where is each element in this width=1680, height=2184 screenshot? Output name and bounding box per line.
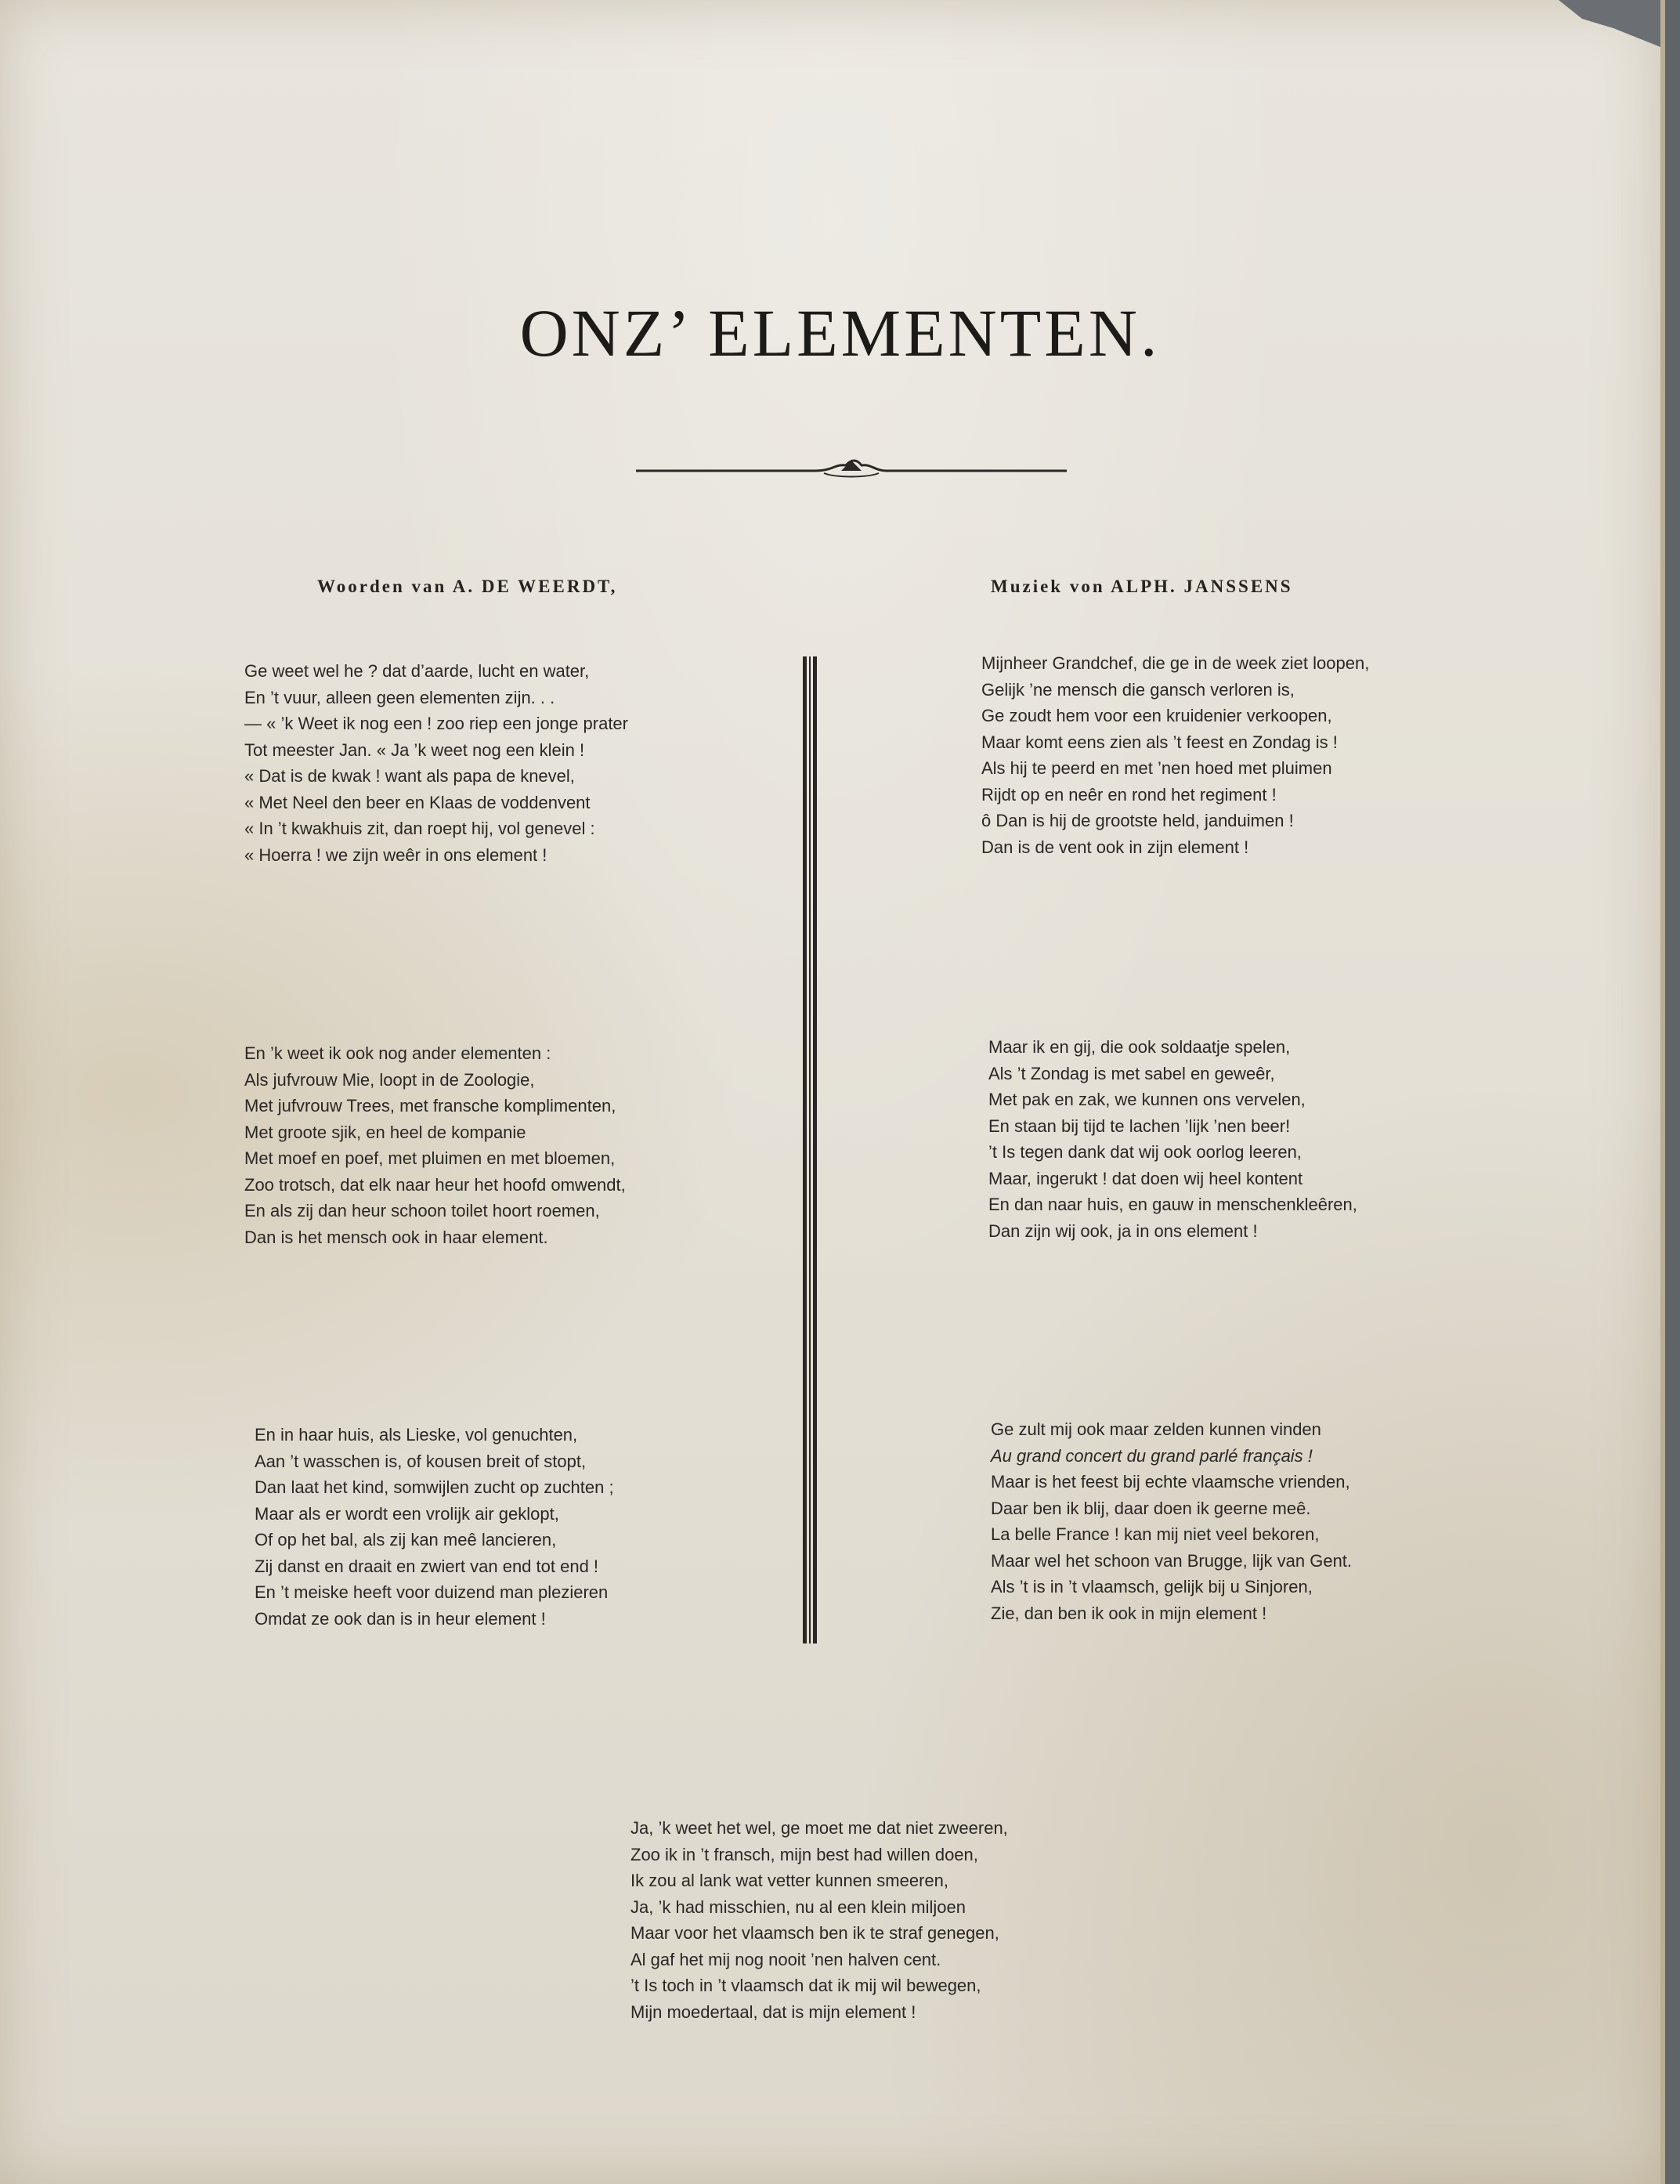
verse-line: Dan is de vent ook in zijn element ! [981,837,1249,857]
verse-line: Ja, ’k had misschien, nu al een klein miljoen [630,1897,966,1917]
verse-line: En als zij dan heur schoon toilet hoort roemen, [244,1201,600,1220]
verse-line: Daar ben ik blij, daar doen ik geerne meê. [991,1498,1311,1518]
verse-line: Maar komt eens zien als ’t feest en Zondag is ! [981,732,1338,752]
torn-corner [1504,0,1660,47]
verse-line: Zij danst en draait en zwiert van end tot end ! [255,1556,599,1576]
composer-credit: Muziek von ALPH. JANSSENS [991,577,1293,596]
verse-line: Als ’t is in ’t vlaamsch, gelijk bij u Sinjoren, [991,1577,1313,1596]
verse-line: En ’k weet ik ook nog ander elementen : [244,1043,551,1063]
verse-line: Maar als er wordt een vrolijk air geklopt, [255,1503,559,1524]
verse-line: Maar wel het schoon van Brugge, lijk van Gent. [991,1550,1353,1571]
verse-line: Zoo trotsch, dat elk naar heur het hoofd omwendt, [244,1174,626,1195]
stanza-7 [630,1815,1008,2025]
verse-line: Aan ’t wasschen is, of kousen breit of stopt, [255,1451,587,1471]
page-title: ONZ’ ELEMENTEN. [519,295,1161,371]
verse-line: Dan is het mensch ook in haar element. [244,1227,548,1247]
verse-line: Maar, ingerukt ! dat doen wij heel kontent [988,1168,1303,1188]
verse-line: Ge weet wel he ? dat d’aarde, lucht en water, [244,661,590,681]
verse-line: ’t Is toch in ’t vlaamsch dat ik mij wil bewegen, [630,1976,981,1995]
verse-line: Omdat ze ook dan is in heur element ! [255,1608,546,1629]
verse-line: Tot meester Jan. « Ja ’k weet nog een klein ! [244,739,585,760]
verse-line: « In ’t kwakhuis zit, dan roept hij, vol genevel : [244,819,595,838]
verse-line: Al gaf het mij nog nooit ’nen halven cent. [630,1949,941,1969]
verse-line: Als hij te peerd en met ’nen hoed met pluimen [981,758,1332,778]
verse-line: Of op het bal, als zij kan meê lancieren, [255,1530,557,1549]
verse-line: ô Dan is hij de grootste held, janduimen ! [981,811,1294,830]
stanza-6 [991,1416,1352,1626]
verse-line: — « ’k Weet ik nog een ! zoo riep een jonge prater [244,714,628,733]
verse-line: « Met Neel den beer en Klaas de voddenvent [244,792,591,812]
verse-line: Dan laat het kind, somwijlen zucht op zuchten ; [255,1477,614,1497]
verse-line: Ge zoudt hem voor een kruidenier verkoopen, [981,706,1332,725]
verse-line: En staan bij tijd te lachen ’lijk ’nen beer! [988,1116,1291,1136]
verse-line: Ik zou al lank wat vetter kunnen smeeren, [630,1871,948,1890]
column-divider [803,656,817,1643]
verse-line: Maar voor het vlaamsch ben ik te straf genegen, [630,1923,999,1943]
verse-line: « Hoerra ! we zijn weêr in ons element ! [244,844,547,865]
verse-line: Met moef en poef, met pluimen en met bloemen, [244,1148,616,1168]
verse-line: Maar is het feest bij echte vlaamsche vrienden, [991,1472,1350,1492]
stanza-5 [988,1034,1357,1244]
verse-line: Zie, dan ben ik ook in mijn element ! [991,1603,1267,1623]
verse-line: Met pak en zak, we kunnen ons vervelen, [988,1090,1306,1109]
verse-line: Maar ik en gij, die ook soldaatje spelen, [988,1037,1291,1057]
verse-line: En ’t vuur, alleen geen elementen zijn. . . [244,687,555,707]
verse-line: Met jufvrouw Trees, met fransche komplimenten, [244,1096,616,1116]
verse-line: Zoo ik in ’t fransch, mijn best had willen doen, [630,1844,978,1864]
verse-line: Au grand concert du grand parlé français ! [991,1445,1313,1466]
ornament-flourish-icon [636,454,1067,486]
verse-line: Mijn moedertaal, dat is mijn element ! [630,2001,916,2022]
stanza-4 [981,650,1369,860]
verse-line: Ge zult mij ook maar zelden kunnen vinden [991,1419,1321,1439]
verse-line: En in haar huis, als Lieske, vol genuchten, [255,1425,578,1445]
stanza-2 [244,1040,626,1250]
stanza-3 [255,1422,614,1632]
verse-line: Mijnheer Grandchef, die ge in de week ziet loopen, [981,653,1370,673]
verse-line: Met groote sjik, en heel de kompanie [244,1122,526,1142]
verse-line: En ’t meiske heeft voor duizend man plezieren [255,1582,609,1602]
verse-line: Als ’t Zondag is met sabel en geweêr, [988,1063,1275,1083]
verse-line: Als jufvrouw Mie, loopt in de Zoologie, [244,1069,535,1090]
verse-line: La belle France ! kan mij niet veel bekoren, [991,1524,1320,1544]
verse-line: Rijdt op en neêr en rond het regiment ! [981,784,1277,805]
verse-line: ’t Is tegen dank dat wij ook oorlog leeren, [988,1142,1302,1162]
verse-line: « Dat is de kwak ! want als papa de knevel, [244,766,575,786]
verse-line: Gelijk ’ne mensch die gansch verloren is, [981,679,1295,700]
lyricist-credit: Woorden van A. DE WEERDT, [317,577,618,596]
verse-line: Dan zijn wij ook, ja in ons element ! [988,1220,1258,1241]
stanza-1 [244,658,628,868]
verse-line: Ja, ’k weet het wel, ge moet me dat niet zweeren, [630,1818,1008,1838]
verse-line: En dan naar huis, en gauw in menschenkleêren, [988,1195,1357,1214]
